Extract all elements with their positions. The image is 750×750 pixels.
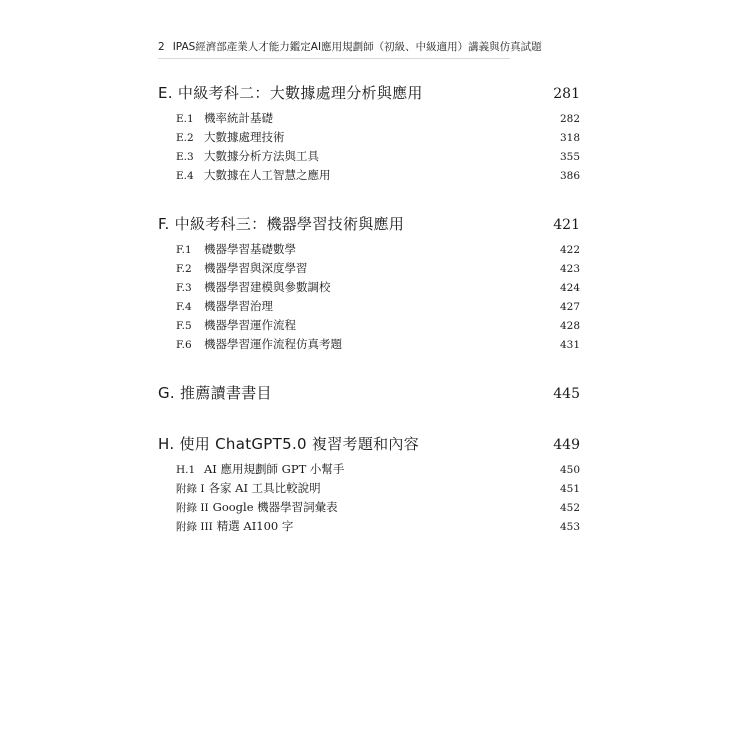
section-title: G. 推薦讀書書目 — [158, 384, 272, 402]
toc-entry[interactable] — [158, 260, 580, 279]
toc-entry[interactable] — [158, 518, 580, 537]
toc-entry[interactable] — [158, 279, 580, 298]
entry-code: E.2 — [176, 132, 194, 144]
toc-entry[interactable] — [158, 336, 580, 355]
toc-entry[interactable] — [158, 499, 580, 518]
entry-label: AI 應用規劃師 GPT 小幫手 — [204, 462, 345, 476]
toc-section-e — [158, 82, 580, 186]
header-divider — [158, 58, 510, 59]
entry-code: E.1 — [176, 113, 194, 125]
entry-page-number: 427 — [559, 301, 580, 313]
section-page-number: 421 — [553, 217, 580, 233]
entry-page-number: 453 — [559, 521, 580, 533]
entry-code: F.2 — [176, 263, 192, 275]
entry-code: F.6 — [176, 339, 192, 351]
entry-code: E.3 — [176, 151, 194, 163]
section-page-number: 449 — [553, 437, 580, 453]
entry-label: 精選 AI100 字 — [216, 519, 294, 533]
section-page-number: 281 — [553, 86, 580, 102]
entry-page-number: 450 — [559, 464, 580, 476]
entry-page-number: 282 — [559, 113, 580, 125]
section-heading[interactable] — [158, 433, 580, 457]
entry-code: H.1 — [176, 464, 196, 476]
entry-page-number: 431 — [559, 339, 580, 351]
toc-entry[interactable] — [158, 167, 580, 186]
entry-code: F.1 — [176, 244, 192, 256]
entry-page-number: 422 — [559, 244, 580, 256]
section-title: E. 中級考科二：大數據處理分析與應用 — [158, 84, 423, 102]
running-header — [158, 39, 542, 54]
entry-page-number: 386 — [559, 170, 580, 182]
section-page-number: 445 — [553, 386, 580, 402]
entry-label: 機器學習建模與參數調校 — [204, 280, 331, 294]
entry-label: 機率統計基礎 — [204, 111, 273, 125]
entry-label: 機器學習運作流程 — [204, 318, 296, 332]
section-title: F. 中級考科三：機器學習技術與應用 — [158, 215, 405, 233]
entry-code: F.3 — [176, 282, 192, 294]
entry-label: 各家 AI 工具比較說明 — [208, 481, 321, 495]
entry-label: 機器學習治理 — [204, 299, 273, 313]
entry-page-number: 423 — [559, 263, 580, 275]
entry-code: 附錄 III — [176, 521, 213, 533]
entry-label: 大數據處理技術 — [204, 130, 285, 144]
toc-entry[interactable] — [158, 110, 580, 129]
header-page-number: 2 — [158, 41, 165, 53]
entry-code: F.5 — [176, 320, 192, 332]
toc-entry[interactable] — [158, 317, 580, 336]
entry-code: F.4 — [176, 301, 192, 313]
entry-label: 機器學習基礎數學 — [204, 242, 296, 256]
entry-page-number: 452 — [559, 502, 580, 514]
entry-page-number: 428 — [559, 320, 580, 332]
entry-page-number: 318 — [559, 132, 580, 144]
header-book-title: IPAS經濟部產業人才能力鑑定AI應用規劃師（初級、中級適用）講義與仿真試題 — [172, 41, 542, 53]
toc-entry[interactable] — [158, 461, 580, 480]
toc-section-f — [158, 213, 580, 355]
entry-label: Google 機器學習詞彙表 — [212, 500, 338, 514]
entry-label: 大數據分析方法與工具 — [204, 149, 319, 163]
toc-entry[interactable] — [158, 480, 580, 499]
section-heading[interactable] — [158, 82, 580, 106]
entry-code: 附錄 II — [176, 502, 209, 514]
entry-page-number: 451 — [559, 483, 580, 495]
toc-section-g — [158, 382, 580, 406]
section-heading[interactable] — [158, 382, 580, 406]
table-of-contents — [158, 82, 580, 564]
toc-section-h — [158, 433, 580, 537]
entry-page-number: 424 — [559, 282, 580, 294]
entry-label: 機器學習與深度學習 — [204, 261, 308, 275]
toc-entry[interactable] — [158, 129, 580, 148]
section-title: H. 使用 ChatGPT5.0 複習考題和內容 — [158, 435, 420, 453]
entry-label: 大數據在人工智慧之應用 — [204, 168, 331, 182]
toc-entry[interactable] — [158, 298, 580, 317]
toc-entry[interactable] — [158, 241, 580, 260]
entry-code: E.4 — [176, 170, 194, 182]
toc-entry[interactable] — [158, 148, 580, 167]
entry-code: 附錄 I — [176, 483, 205, 495]
entry-label: 機器學習運作流程仿真考題 — [204, 337, 342, 351]
section-heading[interactable] — [158, 213, 580, 237]
entry-page-number: 355 — [559, 151, 580, 163]
